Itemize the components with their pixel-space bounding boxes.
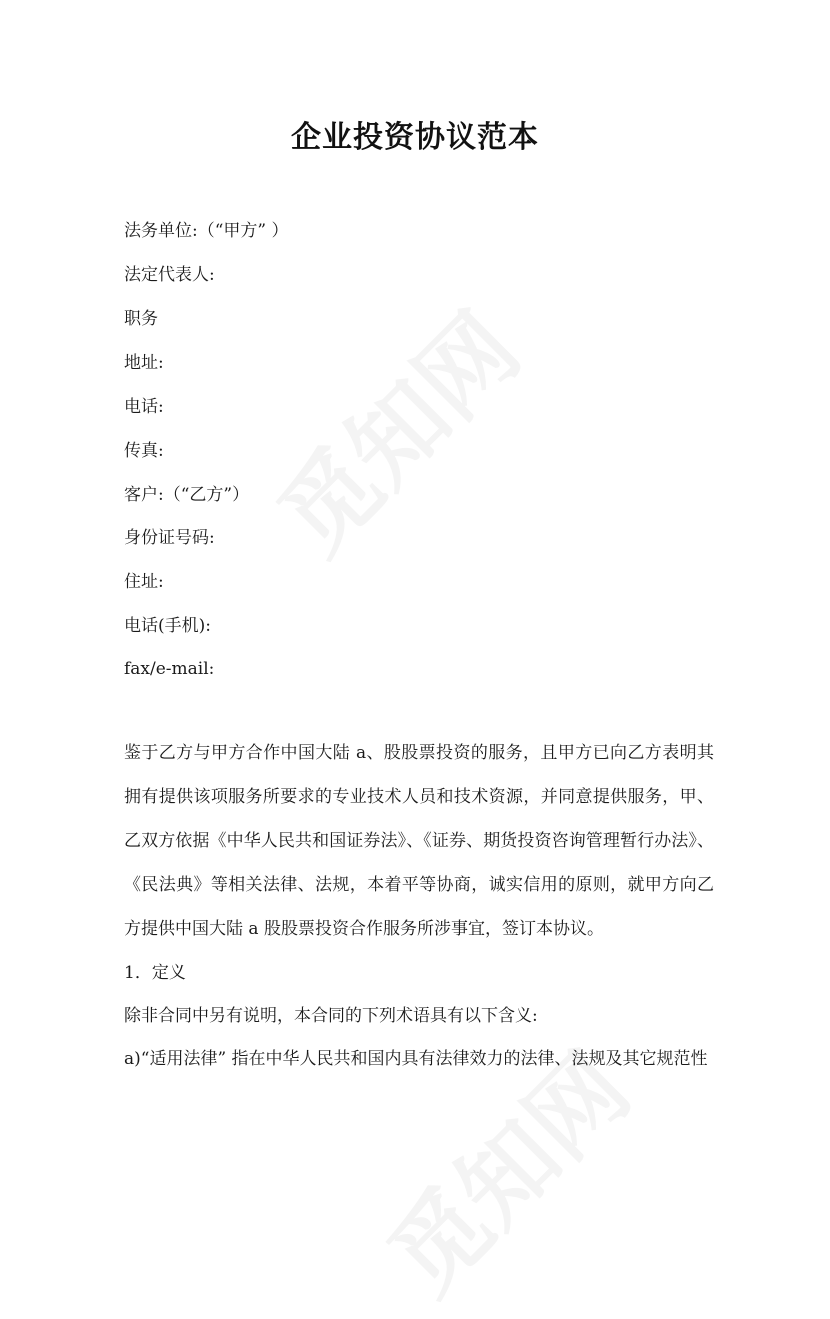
section-heading: 1．定义 xyxy=(124,963,186,983)
field-position: 职务 xyxy=(124,309,158,329)
field-id-number: 身份证号码: xyxy=(124,528,215,548)
section-intro: 除非合同中另有说明，本合同的下列术语具有以下含义: xyxy=(124,1006,538,1026)
field-legal-unit: 法务单位:（“甲方” ） xyxy=(124,221,289,241)
field-fax: 传真: xyxy=(124,441,164,461)
field-mobile: 电话(手机): xyxy=(124,616,211,636)
definition-a: a)“适用法律” 指在中华人民共和国内具有法律效力的法律、法规及其它规范性 xyxy=(124,1049,708,1069)
field-phone: 电话: xyxy=(124,397,164,417)
field-legal-representative: 法定代表人: xyxy=(124,265,215,285)
preamble-paragraph: 鉴于乙方与甲方合作中国大陆 a、股股票投资的服务，且甲方已向乙方表明其拥有提供该项服务所要求的专业技术人员和技术资源，并同意提供服务，甲、乙双方依据《中华人民共和国证券法》、《证券、期货投资咨询管理暂行办法》、《民法典》等相关法律、法规，本着平等协商，诚实信用的原则，就甲方向乙方提供中国大陆 a 股股票投资合作服务所涉事宜，签订本协议。 xyxy=(124,743,714,939)
field-address: 地址: xyxy=(124,353,164,373)
field-fax-email: fax/e-mail: xyxy=(124,659,215,679)
field-client: 客户:（“乙方”） xyxy=(124,485,250,505)
field-residence: 住址: xyxy=(124,572,164,592)
document-title: 企业投资协议范本 xyxy=(291,120,539,155)
watermark xyxy=(244,278,545,579)
